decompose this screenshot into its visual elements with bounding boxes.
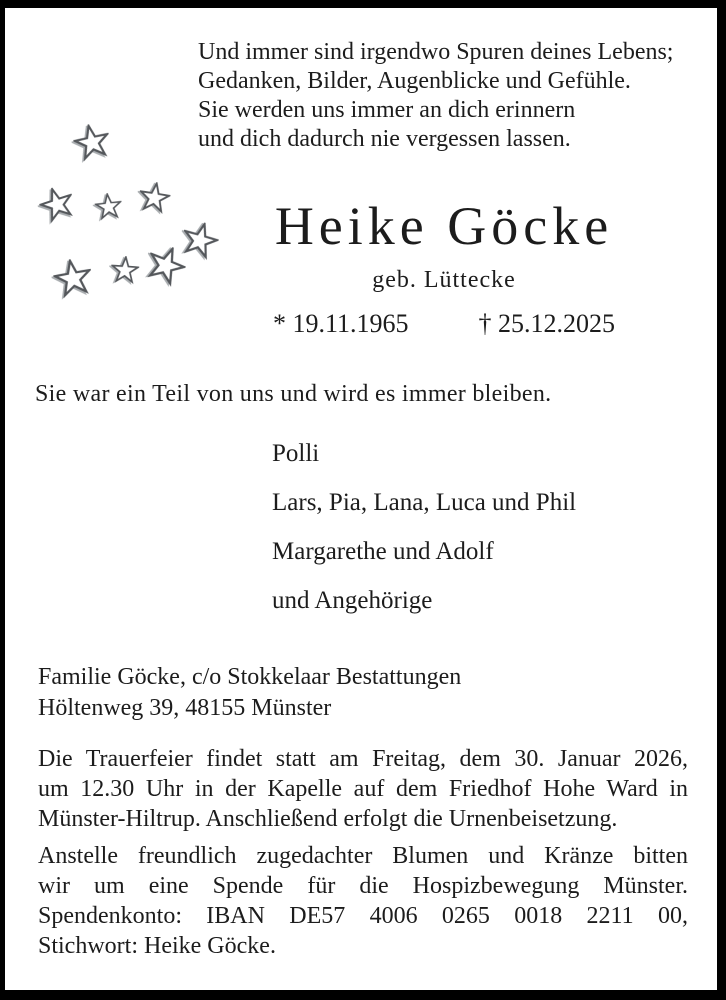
donation-line: wir um eine Spende für die Hospizbewegung Münster. <box>38 873 688 899</box>
service-line: um 12.30 Uhr in der Kapelle auf dem Friedhof Hohe Ward in <box>38 776 688 802</box>
donation-line: Anstelle freundlich zugedachter Blumen und Kränze bitten <box>38 843 688 869</box>
donation-line: Stichwort: Heike Göcke. <box>38 933 276 959</box>
verse-line: Und immer sind irgendwo Spuren deines Lebens; <box>198 39 674 65</box>
service-line: Münster-Hiltrup. Anschließend erfolgt die Urnenbeisetzung. <box>38 806 618 832</box>
donation-info <box>38 841 688 961</box>
death-date: † 25.12.2025 <box>478 309 616 338</box>
donation-line: Spendenkonto: IBAN DE57 4006 0265 0018 2211 00, <box>38 903 688 929</box>
contact-line: Familie Göcke, c/o Stokkelaar Bestattungen <box>38 664 462 690</box>
star-icon <box>137 180 172 215</box>
contact-line: Höltenweg 39, 48155 Münster <box>38 695 332 721</box>
star-icon <box>110 255 140 285</box>
deceased-name: Heike Göcke <box>274 196 614 256</box>
life-dates <box>198 310 690 338</box>
mourner-name: und Angehörige <box>272 587 433 614</box>
star-icon <box>51 256 95 300</box>
mourner-name: Polli <box>272 440 320 467</box>
mourner-name: Lars, Pia, Lana, Luca und Phil <box>272 489 577 516</box>
contact-address <box>38 662 461 724</box>
star-icon <box>36 183 79 226</box>
star-icon <box>71 121 114 164</box>
star-icon <box>94 192 124 222</box>
obituary-page <box>5 8 717 990</box>
mourner-name: Margarethe und Adolf <box>272 538 494 565</box>
verse-line: Sie werden uns immer an dich erinnern <box>198 97 576 123</box>
tribute-line: Sie war ein Teil von uns und wird es immer bleiben. <box>35 381 552 407</box>
maiden-name: geb. Lüttecke <box>372 267 516 293</box>
service-info <box>38 744 688 834</box>
verse-line: und dich dadurch nie vergessen lassen. <box>198 126 571 152</box>
opening-verse <box>198 38 673 154</box>
birth-date: * 19.11.1965 <box>272 309 409 338</box>
verse-line: Gedanken, Bilder, Augenblicke und Gefühle. <box>198 68 631 94</box>
service-line: Die Trauerfeier findet statt am Freitag, dem 30. Januar 2026, <box>38 746 688 772</box>
mourners-list <box>272 429 576 625</box>
